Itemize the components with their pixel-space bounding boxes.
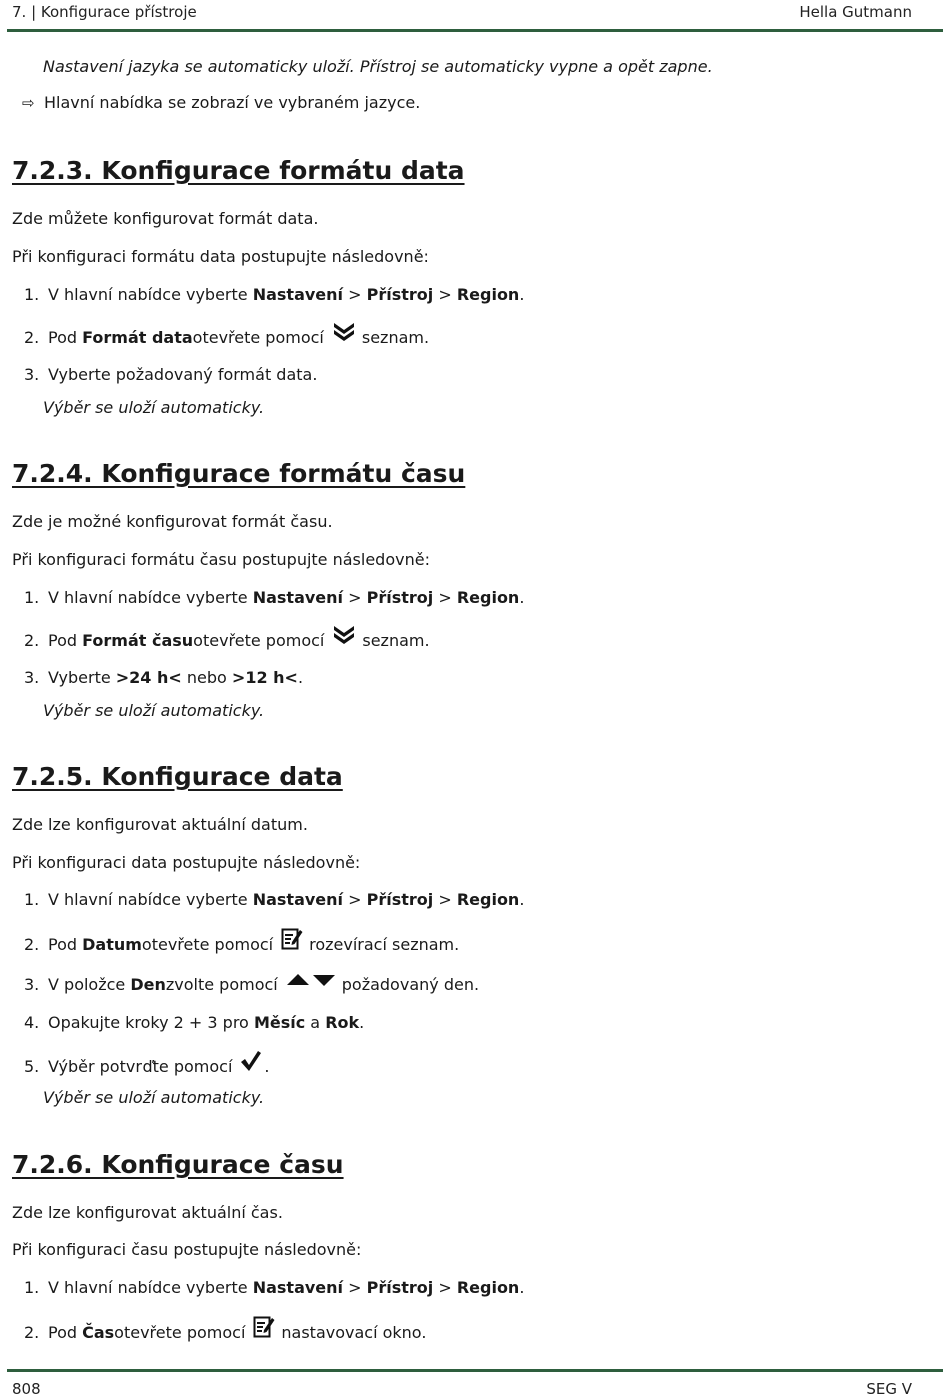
step-text: V hlavní nabídce vyberte bbox=[48, 285, 253, 304]
step-text: seznam. bbox=[362, 630, 430, 650]
step-end: . bbox=[519, 588, 525, 607]
step-text: V hlavní nabídce vyberte bbox=[48, 890, 253, 909]
section-note: Výběr se uloží automaticky. bbox=[43, 1088, 265, 1107]
step-text: V hlavní nabídce vyberte bbox=[48, 1278, 253, 1297]
separator: > bbox=[433, 285, 457, 304]
double-chevron-down-icon bbox=[332, 625, 356, 645]
step-2 bbox=[24, 327, 429, 347]
step-end: . bbox=[519, 285, 525, 304]
separator: > bbox=[343, 588, 367, 607]
section-lead: Při konfiguraci času postupujte následovně: bbox=[12, 1240, 362, 1259]
menu-nastaveni: Nastavení bbox=[252, 1278, 344, 1297]
step-1 bbox=[24, 285, 524, 304]
step-text: otevřete pomocí bbox=[141, 934, 274, 954]
section-heading-7-2-5: 7.2.5. Konfigurace data bbox=[12, 762, 343, 791]
separator: > bbox=[343, 1278, 367, 1297]
step-2 bbox=[24, 932, 459, 956]
step-number: 4. bbox=[24, 1013, 40, 1032]
step-text: Opakujte kroky 2 + 3 pro bbox=[48, 1013, 254, 1032]
step-end: . bbox=[297, 668, 304, 687]
step-3 bbox=[24, 668, 303, 687]
step-3 bbox=[24, 365, 317, 384]
section-lead: Při konfiguraci formátu data postupujte následovně: bbox=[12, 247, 429, 266]
header-brand: Hella Gutmann bbox=[799, 3, 912, 21]
step-text: otevřete pomocí bbox=[193, 630, 325, 650]
step-3 bbox=[24, 975, 479, 994]
separator: > bbox=[433, 1278, 457, 1297]
section-desc: Zde lze konfigurovat aktuální datum. bbox=[12, 815, 308, 834]
section-heading-7-2-3: 7.2.3. Konfigurace formátu data bbox=[12, 156, 465, 185]
field-format-data: Formát data bbox=[82, 327, 193, 347]
edit-icon bbox=[281, 927, 303, 951]
step-number: 2. bbox=[24, 934, 40, 954]
intro-result-text: Hlavní nabídka se zobrazí ve vybraném jazyce. bbox=[44, 93, 421, 112]
step-number: 2. bbox=[24, 327, 40, 347]
step-5 bbox=[24, 1055, 270, 1077]
step-1 bbox=[24, 890, 524, 909]
option-12h: >12 h< bbox=[231, 668, 298, 687]
section-heading-7-2-4: 7.2.4. Konfigurace formátu času bbox=[12, 459, 466, 488]
step-text: otevřete pomocí bbox=[114, 1322, 246, 1342]
step-2 bbox=[24, 630, 430, 650]
field-datum: Datum bbox=[82, 934, 142, 954]
field-format-casu: Formát času bbox=[82, 630, 194, 650]
field-den: Den bbox=[130, 975, 166, 994]
field-mesic: Měsíc bbox=[253, 1013, 306, 1032]
step-text: zvolte pomocí bbox=[165, 975, 278, 994]
menu-pristroj: Přístroj bbox=[366, 588, 434, 607]
section-heading-7-2-6: 7.2.6. Konfigurace času bbox=[12, 1150, 344, 1179]
step-number: 1. bbox=[24, 285, 40, 304]
step-number: 5. bbox=[24, 1056, 40, 1076]
step-text: Pod bbox=[48, 934, 83, 954]
menu-pristroj: Přístroj bbox=[366, 890, 434, 909]
step-text: Vyberte bbox=[48, 668, 116, 687]
step-text: Vyberte požadovaný formát data. bbox=[48, 365, 318, 384]
step-text: Pod bbox=[48, 327, 83, 347]
section-lead: Při konfiguraci formátu času postupujte následovně: bbox=[12, 550, 430, 569]
result-arrow-icon: ⇨ bbox=[22, 93, 35, 112]
separator: > bbox=[433, 588, 457, 607]
section-desc: Zde můžete konfigurovat formát data. bbox=[12, 209, 319, 228]
field-rok: Rok bbox=[325, 1013, 360, 1032]
option-24h: >24 h< bbox=[115, 668, 182, 687]
separator: > bbox=[343, 285, 367, 304]
step-number: 1. bbox=[24, 588, 40, 607]
step-text: V hlavní nabídce vyberte bbox=[48, 588, 253, 607]
intro-result bbox=[22, 93, 420, 112]
section-note: Výběr se uloží automaticky. bbox=[43, 398, 265, 417]
double-chevron-down-icon bbox=[332, 322, 356, 342]
step-text: Pod bbox=[48, 1322, 83, 1342]
menu-region: Region bbox=[456, 285, 520, 304]
step-text: Výběr potvrďte pomocí bbox=[48, 1056, 233, 1076]
menu-nastaveni: Nastavení bbox=[252, 285, 344, 304]
step-text: požadovaný den. bbox=[341, 975, 480, 994]
step-end: . bbox=[264, 1056, 270, 1076]
up-down-arrows-icon bbox=[286, 973, 336, 987]
step-number: 1. bbox=[24, 890, 40, 909]
section-desc: Zde je možné konfigurovat formát času. bbox=[12, 512, 333, 531]
footer-product: SEG V bbox=[866, 1380, 912, 1398]
step-2 bbox=[24, 1320, 426, 1344]
step-end: . bbox=[519, 890, 525, 909]
menu-region: Region bbox=[456, 588, 520, 607]
step-4 bbox=[24, 1013, 364, 1032]
section-lead: Při konfiguraci data postupujte následovně: bbox=[12, 853, 361, 872]
step-1 bbox=[24, 1278, 524, 1297]
step-text: nastavovací okno. bbox=[281, 1322, 427, 1342]
header-rule bbox=[7, 29, 943, 32]
step-text: rozevírací seznam. bbox=[309, 934, 460, 954]
section-note: Výběr se uloží automaticky. bbox=[43, 701, 265, 720]
checkmark-icon bbox=[240, 1050, 262, 1072]
step-number: 1. bbox=[24, 1278, 40, 1297]
step-text: otevřete pomocí bbox=[192, 327, 324, 347]
section-desc: Zde lze konfigurovat aktuální čas. bbox=[12, 1203, 283, 1222]
step-text: V položce bbox=[48, 975, 131, 994]
menu-pristroj: Přístroj bbox=[366, 1278, 434, 1297]
footer-page-number: 808 bbox=[12, 1380, 41, 1398]
menu-pristroj: Přístroj bbox=[366, 285, 434, 304]
step-number: 2. bbox=[24, 630, 40, 650]
menu-nastaveni: Nastavení bbox=[252, 890, 344, 909]
step-number: 3. bbox=[24, 365, 40, 384]
edit-icon bbox=[253, 1315, 275, 1339]
step-number: 3. bbox=[24, 668, 40, 687]
menu-region: Region bbox=[456, 890, 520, 909]
footer-rule bbox=[7, 1369, 943, 1372]
field-cas: Čas bbox=[82, 1322, 115, 1342]
step-text: a bbox=[305, 1013, 326, 1032]
menu-region: Region bbox=[456, 1278, 520, 1297]
step-end: . bbox=[519, 1278, 525, 1297]
intro-note: Nastavení jazyka se automaticky uloží. Přístroj se automaticky vypne a opět zapne. bbox=[43, 57, 713, 76]
step-text: nebo bbox=[181, 668, 232, 687]
step-number: 2. bbox=[24, 1322, 40, 1342]
step-text: seznam. bbox=[361, 327, 430, 347]
step-1 bbox=[24, 588, 524, 607]
header-chapter: 7. | Konfigurace přístroje bbox=[12, 3, 197, 21]
menu-nastaveni: Nastavení bbox=[252, 588, 344, 607]
separator: > bbox=[343, 890, 367, 909]
step-text: Pod bbox=[48, 630, 83, 650]
step-end: . bbox=[359, 1013, 365, 1032]
step-number: 3. bbox=[24, 975, 40, 994]
separator: > bbox=[433, 890, 457, 909]
